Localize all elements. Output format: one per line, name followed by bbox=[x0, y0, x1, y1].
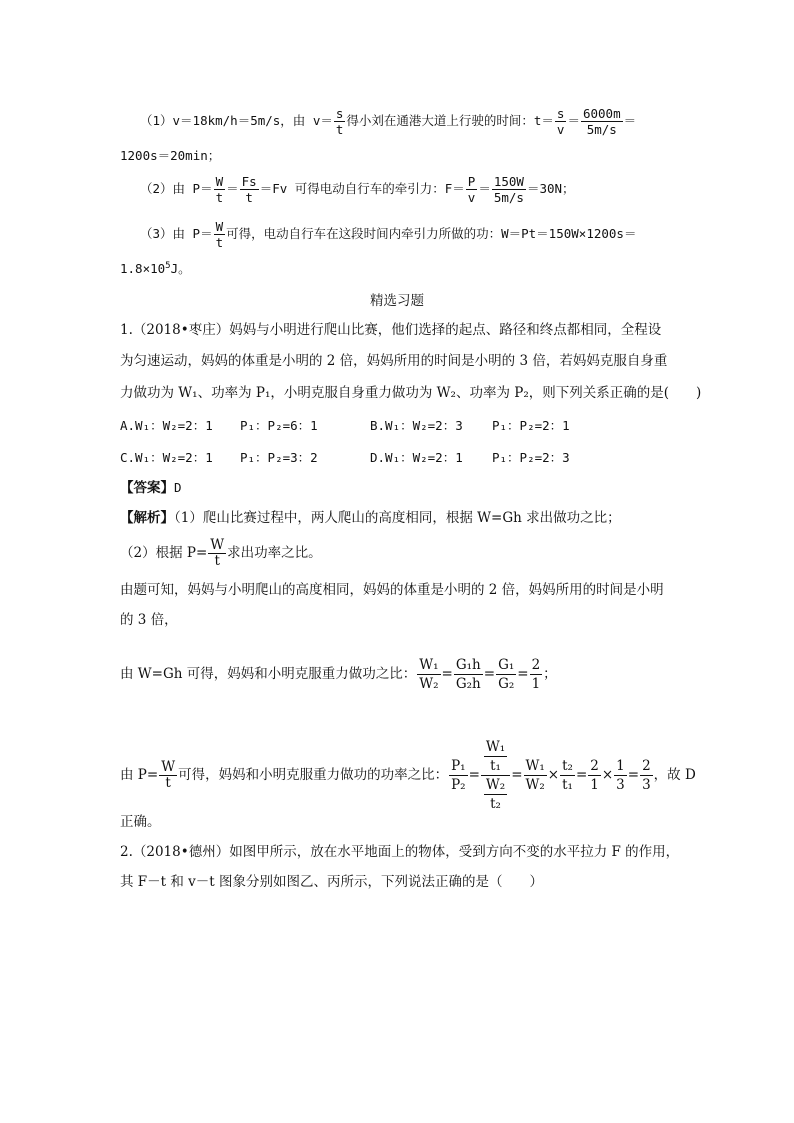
q1-analysis-line2: （2）根据 P= $\frac{W}{t}$ 求出功率之比。 bbox=[120, 537, 322, 569]
section-title: 精选习题 bbox=[370, 293, 424, 309]
q1-analysis-line1: 【解析】（1）爬山比赛过程中，两人爬山的高度相同，根据 W=Gh 求出做功之比； bbox=[120, 510, 621, 526]
q1-answer: 【答案】D bbox=[120, 480, 182, 496]
q1-work-ratio: 由 W=Gh 可得，妈妈和小明克服重力做功之比： $\frac{\text{W₁}}{\text{W₂}}$ = $\frac{\text{G₁h}}{\text{G₂h}}$ = $\frac{\text{G₁}}{\text{G₂}}$ = $\frac{2}{1}$ ； bbox=[120, 657, 557, 692]
q1-line2: 为匀速运动，妈妈的体重是小明的 2 倍，妈妈所用的时间是小明的 3 倍，若妈妈克服自身重 bbox=[120, 353, 668, 369]
q1-option-d-work: D.W₁：W₂=2：1 bbox=[370, 450, 463, 465]
q1-option-b-power: P₁：P₂=2：1 bbox=[492, 418, 570, 433]
q1-option-a-work: A.W₁：W₂=2：1 bbox=[120, 418, 213, 433]
q2-line1: 2.（2018•德州）如图甲所示，放在水平地面上的物体，受到方向不变的水平拉力 F 的作用， bbox=[120, 844, 680, 860]
q1-option-c-work: C.W₁：W₂=2：1 bbox=[120, 450, 213, 465]
solution-part3-line2: $1.8\times 10^5J$。 bbox=[120, 260, 191, 276]
q1-power-line2: 正确。 bbox=[120, 814, 161, 830]
q1-power-ratio: 由 P= $\frac{W}{t}$ 可得，妈妈和小明克服重力做功的功率之比： $\frac{\text{P₁}}{\text{P₂}}$ = $\frac{\frac{\text{W₁}}{\text{t₁}}}{\frac{\text{W₂}}{\text{t₂}}}$ = $\frac{\text{W₁}}{\text{W₂}}$ × $\frac{\text{t₂}}{\text{t₁}}$ = $\frac{2}{1}$ × $\frac{1}{3}$ = $\frac{2}{3}$ ，故 D bbox=[120, 739, 696, 812]
q1-option-a-power: P₁：P₂=6：1 bbox=[240, 418, 318, 433]
solution-part1-line2: 1200s＝20min； bbox=[120, 148, 221, 163]
q1-option-c-power: P₁：P₂=3：2 bbox=[240, 450, 318, 465]
q1-line3: 力做功为 W₁、功率为 P₁，小明克服自身重力做功为 W₂、功率为 P₂，则下列关系正确的是( ) bbox=[120, 385, 702, 401]
q1-analysis-line3: 由题可知，妈妈与小明爬山的高度相同，妈妈的体重是小明的 2 倍，妈妈所用的时间是小明 bbox=[120, 582, 664, 598]
q1-option-b-work: B.W₁：W₂=2：3 bbox=[370, 418, 463, 433]
solution-part2: （2）由 P＝ $\frac{W}{t}$ ＝ $\frac{Fs}{t}$ ＝Fv 可得电动自行车的牵引力：F＝ $\frac{P}{v}$ ＝ $\frac{150W}{5m/s}$ ＝30N； bbox=[140, 174, 575, 205]
q1-analysis-line4: 的 3 倍， bbox=[120, 612, 178, 628]
q1-option-d-power: P₁：P₂=2：3 bbox=[492, 450, 570, 465]
q2-line2: 其 F－t 和 v－t 图象分别如图乙、丙所示，下列说法正确的是（ ） bbox=[120, 874, 544, 890]
q1-line1: 1.（2018•枣庄）妈妈与小明进行爬山比赛，他们选择的起点、路径和终点都相同，全程设 bbox=[120, 322, 662, 338]
solution-part1-line1: （1）v＝18km/h＝5m/s，由 v＝ $\frac{s}{t}$ 得小刘在通港大道上行驶的时间：t＝ $\frac{s}{v}$ ＝ $\frac{6000m}{5m/s}$ ＝ bbox=[140, 106, 637, 137]
solution-part3-line1: （3）由 P＝ $\frac{W}{t}$ 可得，电动自行车在这段时间内牵引力所做的功：W＝Pt＝150W×1200s＝ bbox=[140, 219, 637, 250]
